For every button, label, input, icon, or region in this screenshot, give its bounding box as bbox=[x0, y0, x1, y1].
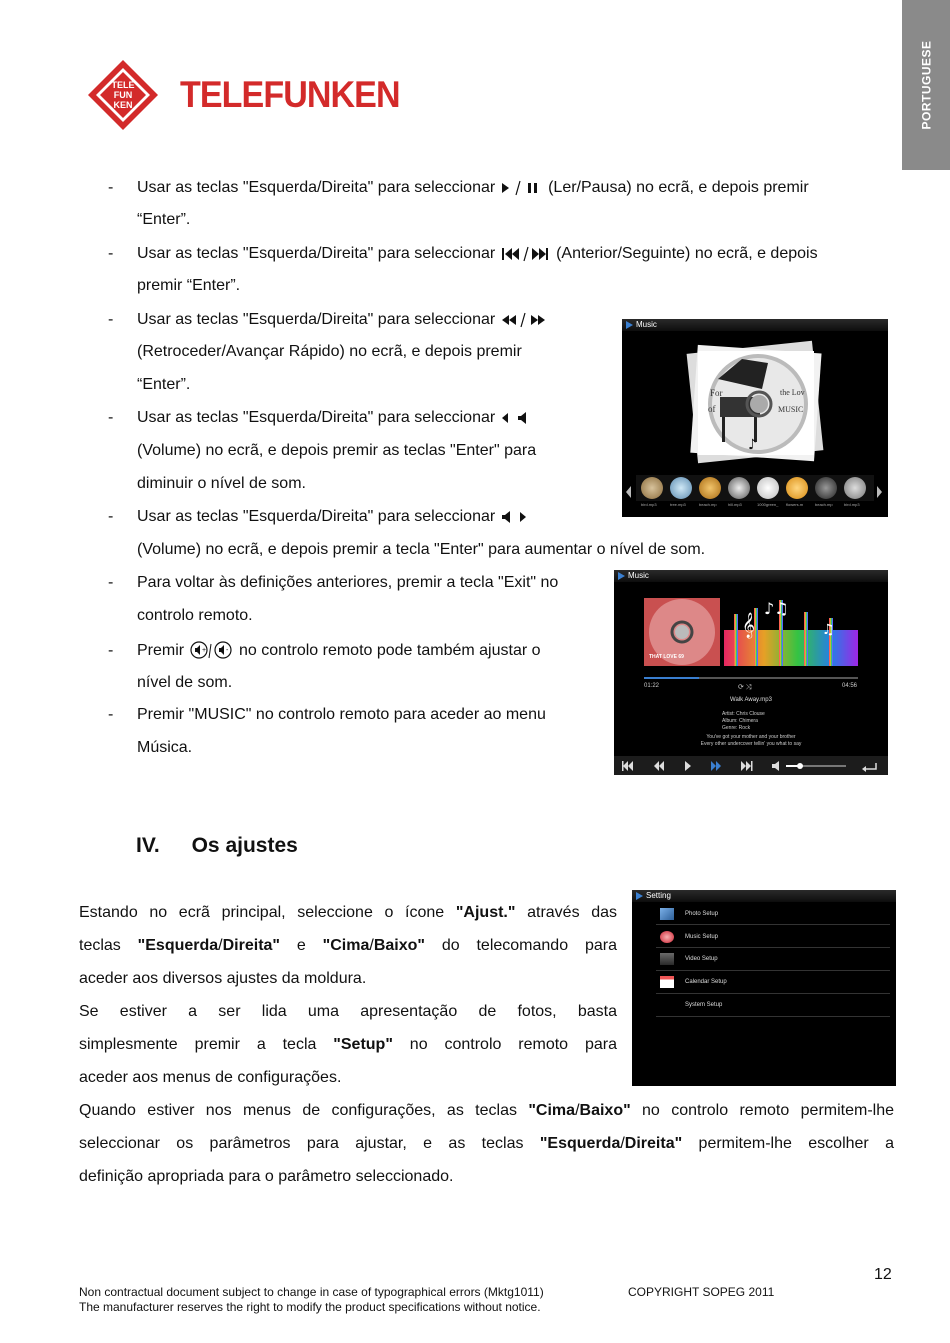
bullet-4-text: Usar as teclas "Esquerda/Direita" para seleccionar bbox=[137, 409, 496, 426]
thumbnail-1[interactable] bbox=[641, 477, 663, 499]
divider bbox=[656, 1016, 890, 1017]
language-label: PORTUGUESE bbox=[919, 40, 934, 130]
bullet-7 bbox=[137, 634, 541, 667]
play-pause-icon bbox=[500, 180, 544, 196]
setting-item[interactable]: Calendar Setup bbox=[685, 979, 727, 985]
setting-item[interactable]: System Setup bbox=[685, 1002, 723, 1008]
paragraph-2-line-1: Se estiver a ser lida uma apresentação de fotos, basta bbox=[79, 1003, 617, 1020]
svg-text:the Lov: the Lov bbox=[780, 388, 805, 397]
bullet-dash: - bbox=[108, 706, 114, 723]
paragraph-1-line-2: teclas "Esquerda/Direita" e "Cima/Baixo" do telecomando para bbox=[79, 937, 617, 954]
telefunken-logo-icon bbox=[86, 58, 160, 132]
bullet-3 bbox=[137, 303, 550, 336]
bullet-dash: - bbox=[108, 508, 114, 525]
bullet-3-cont: (Retroceder/Avançar Rápido) no ecrã, e depois premir bbox=[137, 343, 522, 360]
logo-line-1: TELE bbox=[111, 80, 135, 90]
thumbnail-4[interactable] bbox=[728, 477, 750, 499]
thumb-label: tree.mp3 bbox=[670, 502, 686, 507]
section-title: Os ajustes bbox=[191, 834, 298, 857]
lyrics bbox=[614, 734, 888, 748]
svg-text:𝄞: 𝄞 bbox=[742, 613, 756, 638]
time-end: 04:56 bbox=[842, 683, 858, 689]
thumbnail-8[interactable] bbox=[844, 477, 866, 499]
thumb-label: flowers.m bbox=[786, 502, 804, 507]
bullet-5-cont: (Volume) no ecrã, e depois premir a tecla "Enter" para aumentar o nível de som. bbox=[137, 541, 706, 558]
thumb-label: beach.mp bbox=[815, 502, 833, 507]
section-number: IV. bbox=[136, 834, 160, 857]
section-heading bbox=[136, 834, 298, 858]
setting-item[interactable]: Music Setup bbox=[685, 934, 719, 940]
album-caption: THAT LOVE 69 bbox=[649, 654, 684, 660]
thumbnail-3[interactable] bbox=[699, 477, 721, 499]
bullet-6: Para voltar às definições anteriores, premir a tecla "Exit" no bbox=[137, 574, 559, 591]
settings-screenshot bbox=[632, 890, 896, 1086]
setting-item[interactable]: Video Setup bbox=[685, 956, 718, 962]
bullet-7-text-after: no controlo remoto pode também ajustar o bbox=[234, 642, 541, 659]
bullet-dash: - bbox=[108, 179, 114, 196]
thumb-label: bird.mp3 bbox=[844, 502, 860, 507]
divider bbox=[656, 970, 890, 971]
page-number: 12 bbox=[874, 1266, 892, 1283]
bullet-dash: - bbox=[108, 409, 114, 426]
thumb-label: 1000green_ bbox=[757, 502, 779, 507]
logo-line-3: KEN bbox=[113, 100, 133, 110]
paragraph-3-line-2: seleccionar os parâmetros para ajustar, e as teclas "Esquerda/Direita" permitem-lhe escolher a bbox=[79, 1135, 895, 1152]
volume-up-icon bbox=[500, 509, 534, 525]
track-name: Walk Away.mp3 bbox=[730, 697, 772, 703]
volume-buttons-icon bbox=[189, 640, 235, 662]
footer-line-2: The manufacturer reserves the right to modify the product specifications without notice. bbox=[79, 1300, 541, 1314]
music-browser-screenshot bbox=[622, 319, 888, 517]
track-info bbox=[722, 711, 765, 732]
lyric-line: You've got your mother and your brother bbox=[706, 734, 796, 740]
divider bbox=[656, 947, 890, 948]
bullet-2-cont: premir “Enter”. bbox=[137, 277, 241, 294]
svg-text:of: of bbox=[708, 404, 716, 414]
time-start: 01:22 bbox=[644, 683, 660, 689]
thumbnail-7[interactable] bbox=[815, 477, 837, 499]
bullet-5 bbox=[137, 500, 534, 533]
paragraph-2-line-2: simplesmente premir a tecla "Setup" no controlo remoto para bbox=[79, 1036, 617, 1053]
bullet-8-cont: Música. bbox=[137, 739, 193, 756]
paragraph-3-line-3: definição apropriada para o parâmetro seleccionado. bbox=[79, 1168, 454, 1185]
footer-line-1: Non contractual document subject to change in case of typographical errors (Mktg1011) bbox=[79, 1285, 544, 1299]
bullet-1-cont: “Enter”. bbox=[137, 211, 191, 228]
screen2-title: Music bbox=[614, 570, 888, 582]
bullet-2-text: Usar as teclas "Esquerda/Direita" para seleccionar bbox=[137, 245, 496, 262]
bullet-8: Premir "MUSIC" no controlo remoto para aceder ao menu bbox=[137, 706, 546, 723]
footer-copyright: COPYRIGHT SOPEG 2011 bbox=[628, 1285, 775, 1299]
calendar-setup-icon bbox=[660, 976, 674, 988]
paragraph-3-line-1: Quando estiver nos menus de configurações, as teclas "Cima/Baixo" no controlo remoto permitem-lhe bbox=[79, 1102, 894, 1119]
thumbnail-5[interactable] bbox=[757, 477, 779, 499]
divider bbox=[656, 924, 890, 925]
artist: Artist: Chris Clouse bbox=[722, 711, 765, 717]
settings-title: Setting bbox=[632, 890, 896, 902]
volume-down-icon bbox=[500, 410, 534, 426]
bullet-2-text-after: (Anterior/Seguinte) no ecrã, e depois bbox=[551, 245, 818, 262]
genre: Genre: Rock bbox=[722, 725, 751, 731]
thumb-label: beach.mp bbox=[699, 502, 717, 507]
bullet-4-cont2: diminuir o nível de som. bbox=[137, 475, 306, 492]
repeat-shuffle-icon[interactable]: ⟳ ⤨ bbox=[738, 684, 752, 691]
album: Album: Chimera bbox=[722, 718, 758, 724]
thumbnail-6[interactable] bbox=[786, 477, 808, 499]
system-setup-icon bbox=[660, 999, 674, 1011]
svg-text:-: - bbox=[225, 646, 228, 654]
brand-name: TELEFUNKEN bbox=[180, 74, 400, 115]
music-setup-icon bbox=[660, 931, 674, 943]
photo-setup-icon bbox=[660, 908, 674, 920]
bullet-dash: - bbox=[108, 245, 114, 262]
thumb-label: hill.mp3 bbox=[728, 502, 742, 507]
previous-next-icon bbox=[500, 246, 552, 262]
bullet-4 bbox=[137, 401, 534, 434]
screen1-title: Music bbox=[622, 319, 888, 331]
bullet-7-cont: nível de som. bbox=[137, 674, 233, 691]
bullet-dash: - bbox=[108, 311, 114, 328]
paragraph-2-line-3: aceder aos menus de configurações. bbox=[79, 1069, 342, 1086]
thumbnail-2[interactable] bbox=[670, 477, 692, 499]
svg-text:MUSIC: MUSIC bbox=[778, 405, 804, 414]
bullet-5-text: Usar as teclas "Esquerda/Direita" para seleccionar bbox=[137, 508, 496, 525]
bullet-1-text: Usar as teclas "Esquerda/Direita" para seleccionar bbox=[137, 179, 496, 196]
svg-text:♪: ♪ bbox=[748, 437, 757, 453]
setting-item[interactable]: Photo Setup bbox=[685, 911, 719, 917]
svg-text:+: + bbox=[201, 646, 206, 654]
logo-line-2: FUN bbox=[113, 90, 133, 100]
bullet-4-cont: (Volume) no ecrã, e depois premir as teclas "Enter" para bbox=[137, 442, 537, 459]
bullet-3-text: Usar as teclas "Esquerda/Direita" para seleccionar bbox=[137, 311, 496, 328]
svg-text:♫: ♫ bbox=[822, 622, 835, 638]
bullet-3-cont2: “Enter”. bbox=[137, 376, 191, 393]
thumb-label: bird.mp3 bbox=[641, 502, 657, 507]
rewind-forward-icon bbox=[500, 312, 550, 328]
svg-text:For: For bbox=[710, 388, 723, 398]
bullet-6-cont: controlo remoto. bbox=[137, 607, 253, 624]
paragraph-1-line-3: aceder aos diversos ajustes da moldura. bbox=[79, 970, 367, 987]
bullet-dash: - bbox=[108, 574, 114, 591]
music-player-screenshot bbox=[614, 570, 888, 775]
bullet-2 bbox=[137, 237, 818, 270]
divider bbox=[656, 993, 890, 994]
lyric-line: Every other undercover tellin' you what to say bbox=[700, 741, 802, 747]
bullet-1 bbox=[137, 171, 809, 204]
language-tab bbox=[902, 0, 950, 170]
paragraph-1-line-1: Estando no ecrã principal, seleccione o ícone "Ajust." através das bbox=[79, 904, 618, 921]
bullet-1-text-after: (Ler/Pausa) no ecrã, e depois premir bbox=[543, 179, 809, 196]
video-setup-icon bbox=[660, 953, 674, 965]
bullet-dash: - bbox=[108, 642, 114, 659]
bullet-7-text: Premir bbox=[137, 642, 185, 659]
svg-text:♪♫: ♪♫ bbox=[764, 599, 789, 618]
